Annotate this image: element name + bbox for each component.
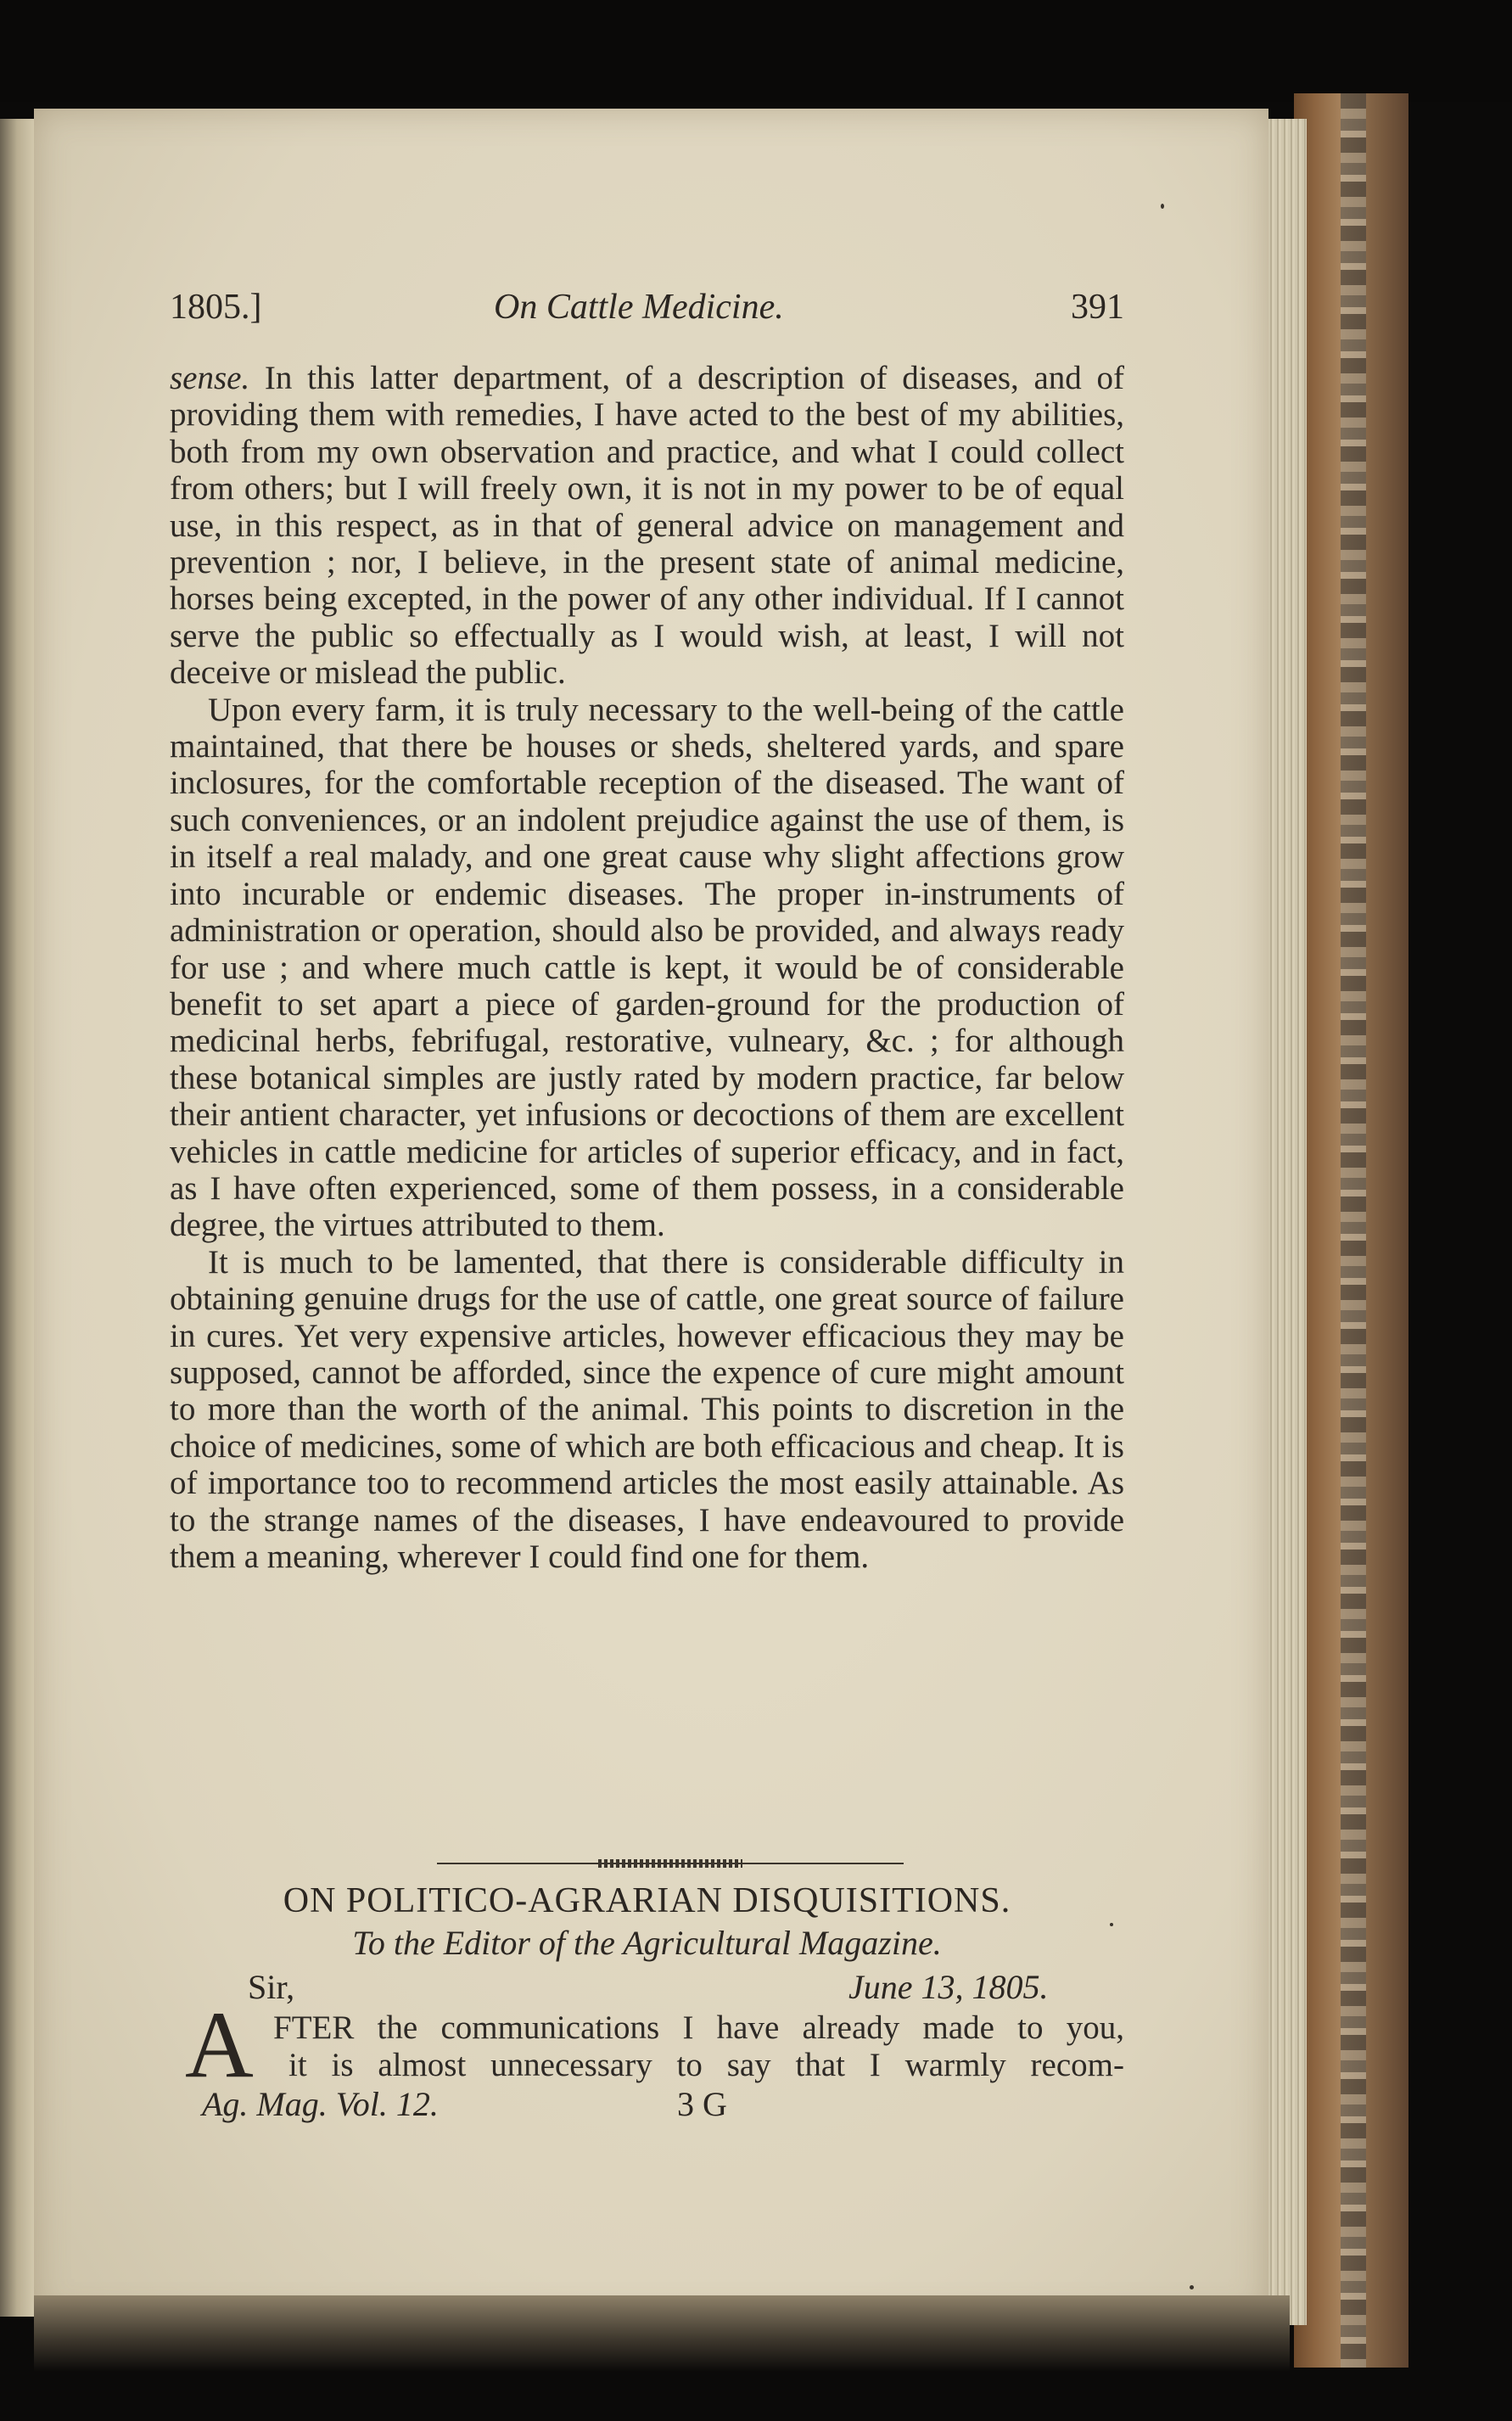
letter-date: June 13, 1805. <box>848 1968 1049 2006</box>
article-heading: ON POLITICO-AGRARIAN DISQUISITIONS. <box>283 1881 1011 1920</box>
book-cover-edge <box>1294 93 1408 2368</box>
drop-cap: A <box>185 1992 254 2098</box>
page-speck <box>1161 204 1164 209</box>
signature-line: Ag. Mag. Vol. 12. <box>202 2085 439 2123</box>
signature-mark: 3 G <box>677 2085 727 2123</box>
running-head <box>170 287 1124 329</box>
letter-line-2: it is almost unnecessary to say that I warmly recom- <box>288 2047 1124 2083</box>
page-speck <box>1110 1923 1113 1926</box>
page-speck <box>1190 2285 1194 2289</box>
paragraph-3: It is much to be lamented, that there is considerable difficulty in obtaining genuine drugs for the use of cattle, one great source of failure in cures. Yet very expensive articles, however efficacious they may be supposed, cannot be afforded, since the expence of cure might amount to more than the worth of the animal. This points to discretion in the choice of medicines, some of which are both efficacious and cheap. It is of importance too to recommend articles the most easily attainable. As to the strange names of the diseases, I have endeavoured to provide them a meaning, wherever I could find one for them. <box>170 1243 1124 1575</box>
paragraph-1 <box>170 360 1124 692</box>
paragraph-2: Upon every farm, it is truly necessary to the well-being of the cattle maintained, that there be houses or sheds, sheltered yards, and spare inclosures, for the comfortable reception of the diseased. The want of such conveniences, or an indolent prejudice against the use of them, is in itself a real malady, and one great cause why slight affections grow into incurable or endemic diseases. The proper in-instruments of administration or operation, should also be provided, and always ready for use ; and where much cattle is kept, it would be of considerable benefit to set apart a piece of garden-ground for the production of medicinal herbs, febrifugal, restorative, vulneary, &c. ; for although these botanical simples are justly rated by modern practice, far below their antient character, yet infusions or decoctions of them are excellent vehicles in cattle medicine for articles of superior efficacy, and in fact, as I have often experienced, some of them possess, in a considerable degree, the virtues attributed to them. <box>170 691 1124 1244</box>
paragraph-1-lead: sense. <box>170 360 250 396</box>
running-head-title: On Cattle Medicine. <box>494 288 784 327</box>
page-number: 391 <box>1071 288 1124 327</box>
letter-salutation: Sir, <box>248 1968 295 2006</box>
letter-line-1: FTER the communications I have already made to you, <box>273 2009 1124 2046</box>
facing-page-edge <box>0 119 38 2317</box>
article-subheading: To the Editor of the Agricultural Magazine. <box>352 1924 942 1962</box>
divider-ornament <box>598 1859 742 1868</box>
page-bottom-shadow <box>34 2295 1290 2372</box>
article-body <box>170 360 1124 1575</box>
section-divider <box>437 1859 904 1868</box>
paragraph-1-text: In this latter department, of a description of diseases, and of providing them with remedies, I have acted to the best of my abilities, both from my own observation and practice, and what I could collect from others; but I will freely own, it is not in my power to be of equal use, in this respect, as in that of general advice on management and prevention ; nor, I believe, in the present state of animal medicine, horses being excepted, in the power of any other individual. If I cannot serve the public so effectually as I would wish, at least, I will not deceive or mislead the public. <box>170 360 1124 692</box>
running-head-year: 1805.] <box>170 288 262 327</box>
dark-background <box>0 0 1512 102</box>
